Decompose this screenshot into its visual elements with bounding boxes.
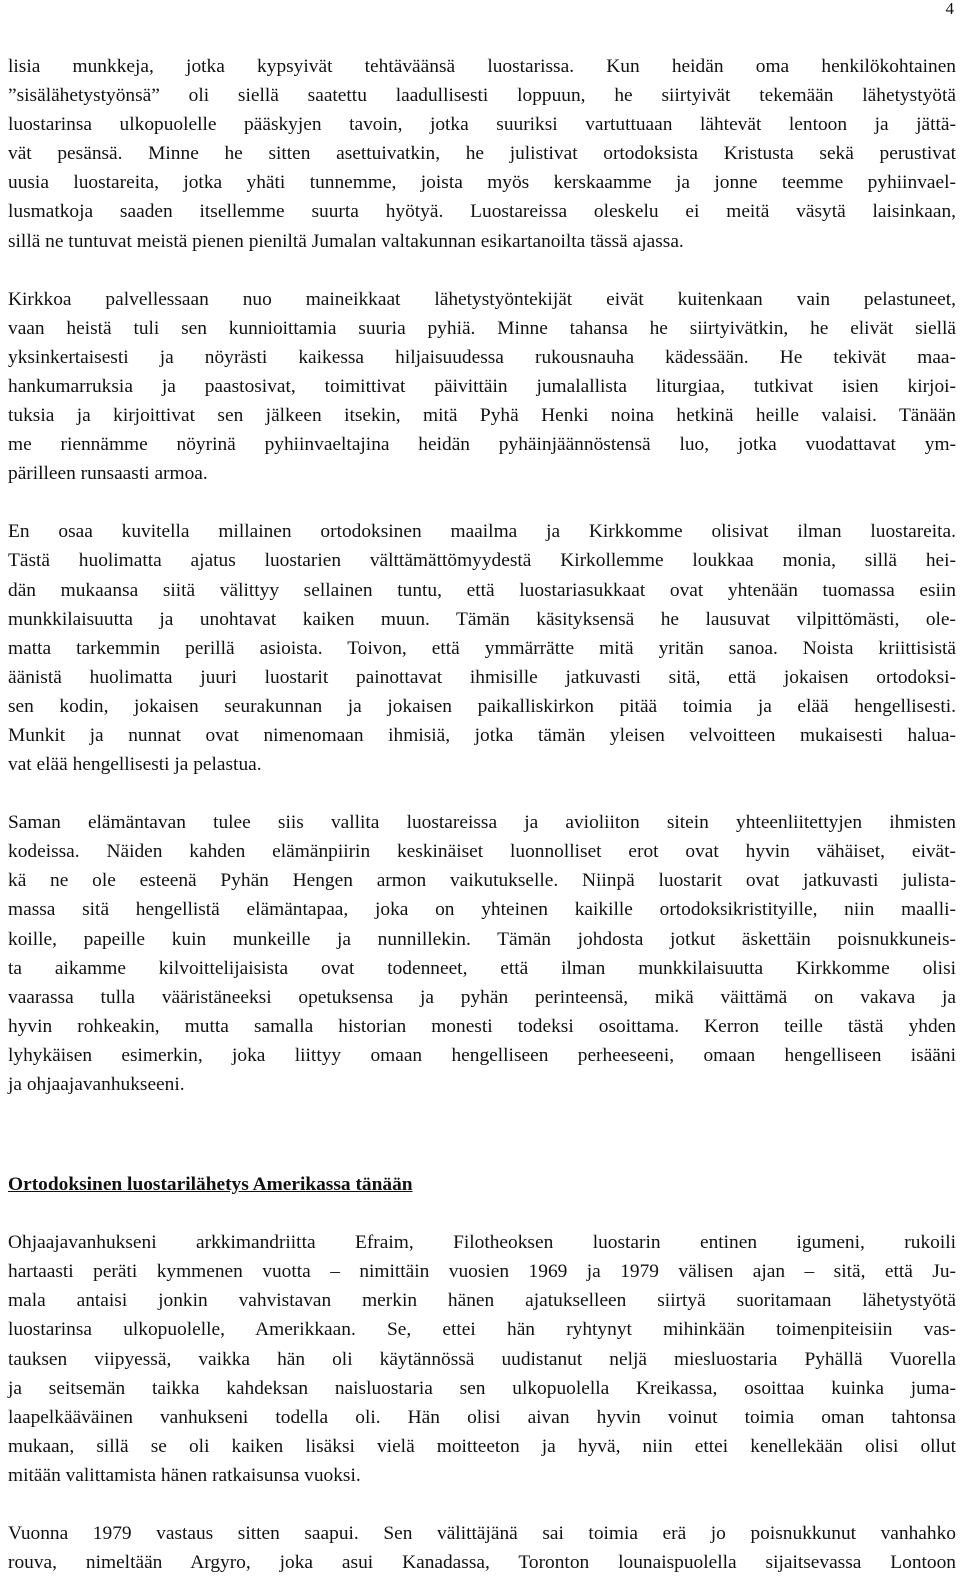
paragraph-2 (8, 285, 956, 489)
text-line: vät pesänsä. Minne he sitten asettuivatkin, he julistivat ortodoksista Kristusta sekä perustivat (8, 143, 956, 165)
text-line: matta tarkemmin perillä asioista. Toivon, että ymmärrätte mitä yritän sanoa. Noista kriittisistä (8, 637, 956, 659)
paragraph-5 (8, 1228, 956, 1490)
text-line: tauksen viipyessä, vaikka hän oli käytännössä uudistanut neljä miesluostaria Pyhällä Vuorella (8, 1348, 956, 1370)
text-line: Kirkkoa palvellessaan nuo maineikkaat lähetystyöntekijät eivät kuitenkaan vain pelastuneet, (8, 288, 956, 310)
text-line: laapelkääväinen vanhukseni todella oli. Hän olisi aivan hyvin voinut toimia oman tahtonsa (8, 1406, 956, 1428)
text-line: äänistä huolimatta juuri luostarit painottavat ihmisille jatkuvasti sitä, että jokaisen ortodoksi- (8, 666, 956, 688)
text-line: vaarassa tulla vääristäneeksi opetuksensa ja pyhän perinteensä, mikä väittämä on vakava ja (8, 986, 956, 1008)
text-line: luostarinsa ulkopuolelle, Amerikkaan. Se, ettei hän ryhtynyt mihinkään toimenpiteisiin vas- (8, 1319, 956, 1341)
text-line: hankumarruksia ja paastosivat, toimittivat päivittäin jumalallista liturgiaa, tutkivat isien kirjoi- (8, 375, 956, 397)
text-line: kä ne ole esteenä Pyhän Hengen armon vaikutukselle. Niinpä luostarit ovat jatkuvasti julista- (8, 870, 956, 892)
text-line: mitään valittamista hänen ratkaisunsa vuoksi. (8, 1464, 361, 1486)
text-line: munkkilaisuutta ja unohtavat kaiken muun. Tämän käsityksensä he lausuvat vilpittömästi, ole- (8, 608, 956, 630)
text-line: Vuonna 1979 vastaus sitten saapui. Sen välittäjänä sai toimia erä jo poisnukkunut vanhahko (8, 1523, 956, 1545)
text-line: luostarinsa ulkopuolelle pääskyjen tavoin, jotka suuriksi vartuttuaan lähtevät lentoon ja jättä- (8, 114, 956, 136)
text-line: uusia luostareita, jotka yhäti tunnemme, joista myös kerskaamme ja jonne teemme pyhiinvael- (8, 172, 956, 194)
text-line: Tästä huolimatta ajatus luostarien välttämättömyydestä Kirkollemme loukkaa monia, sillä hei- (8, 550, 956, 572)
paragraph-1 (8, 52, 956, 256)
text-line: dän mukaansa siitä välittyy sellainen tuntu, että luostariasukkaat ovat yhtenään tuomassa esiin (8, 579, 956, 601)
text-line: mala antaisi jonkin vahvistavan merkin hänen ajatukselleen siirtyä suoritamaan lähetystyötä (8, 1290, 956, 1312)
paragraph-3 (8, 517, 956, 779)
text-line: vaan heistä tuli sen kunnioittamia suuria pyhiä. Minne tahansa he siirtyivätkin, he elivät siellä (8, 317, 956, 339)
text-line: ja ohjaajavanhukseeni. (8, 1074, 185, 1095)
paragraph-6 (8, 1519, 956, 1577)
text-line: lyhykäisen esimerkin, joka liittyy omaan hengelliseen perheeseeni, omaan hengelliseen isääni (8, 1044, 956, 1066)
text-line: massa sitä hengellistä elämäntapaa, joka on yhteinen kaikille ortodoksikristityille, niin maalli- (8, 899, 956, 921)
text-line: hartaasti peräti kymmenen vuotta – nimittäin vuosien 1969 ja 1979 välisen ajan – sitä, että Ju- (8, 1261, 956, 1283)
text-line: me riennämme nöyrinä pyhiinvaeltajina heidän pyhäinjäännöstensä luo, jotka vuodattavat ym- (8, 434, 956, 456)
text-line: hyvin rohkeakin, mutta samalla historian monesti todeksi osoittama. Kerron teille tästä yhden (8, 1015, 956, 1037)
text-line: ta aikamme kilvoittelijaisista ovat todenneet, että ilman munkkilaisuutta Kirkkomme olisi (8, 957, 956, 979)
text-line: sen kodin, jokaisen seurakunnan ja jokaisen paikalliskirkon pitää toimia ja elää hengellisesti. (8, 695, 956, 717)
text-line: Saman elämäntavan tulee siis vallita luostareissa ja avioliiton sitein yhteenliitettyjen ihmisten (8, 812, 956, 834)
text-line: lusmatkoja saaden itsellemme suurta hyötyä. Luostareissa oleskelu ei meitä väsytä laisinkaan, (8, 201, 956, 223)
text-line: kodeissa. Näiden kahden elämänpiirin keskinäiset luonnolliset erot ovat hyvin vähäiset, eivät- (8, 841, 956, 863)
paragraph-4 (8, 808, 956, 1099)
page-number: 4 (945, 0, 954, 18)
text-line: sillä ne tuntuvat meistä pienen pieniltä Jumalan valtakunnan esikartanoilta tässä ajassa. (8, 230, 684, 252)
section-heading: Ortodoksinen luostarilähetys Amerikassa tänään (8, 1174, 413, 1196)
text-line: ja seitsemän taikka kahdeksan naisluostaria sen ulkopuolella Kreikassa, osoittaa kuinka juma- (8, 1377, 956, 1399)
text-line: En osaa kuvitella millainen ortodoksinen maailma ja Kirkkomme olisivat ilman luostareita. (8, 521, 956, 543)
text-line: mukaan, sillä se oli kaiken lisäksi vielä moitteeton ja hyvä, niin ettei kenellekään olisi ollut (8, 1435, 956, 1457)
text-line: tuksia ja kirjoittivat sen jälkeen itsekin, mitä Pyhä Henki noina hetkinä heille valaisi. Tänään (8, 405, 956, 427)
document-body (8, 52, 956, 1577)
text-line: pärilleen runsaasti armoa. (8, 463, 208, 485)
text-line: yksinkertaisesti ja nöyrästi kaikessa hiljaisuudessa rukousnauha kädessään. He tekivät maa- (8, 346, 956, 368)
text-line: ”sisälähetystyönsä” oli siellä saatettu laadullisesti loppuun, he siirtyivät tekemään lähetystyötä (8, 85, 956, 107)
text-line: koille, papeille kuin munkeille ja nunnillekin. Tämän johdosta jotkut äskettäin poisnukkuneis- (8, 928, 956, 950)
text-line: Munkit ja nunnat ovat nimenomaan ihmisiä, jotka tämän yleisen velvoitteen mukaisesti halua- (8, 724, 956, 746)
text-line: Ohjaajavanhukseni arkkimandriitta Efraim, Filotheoksen luostarin entinen igumeni, rukoili (8, 1232, 956, 1254)
text-line: vat elää hengellisesti ja pelastua. (8, 754, 262, 776)
text-line: lisia munkkeja, jotka kypsyivät tehtäväänsä luostarissa. Kun heidän oma henkilökohtainen (8, 56, 956, 77)
text-line: rouva, nimeltään Argyro, joka asui Kanadassa, Toronton lounaispuolella sijaitsevassa Lontoon (8, 1552, 956, 1574)
